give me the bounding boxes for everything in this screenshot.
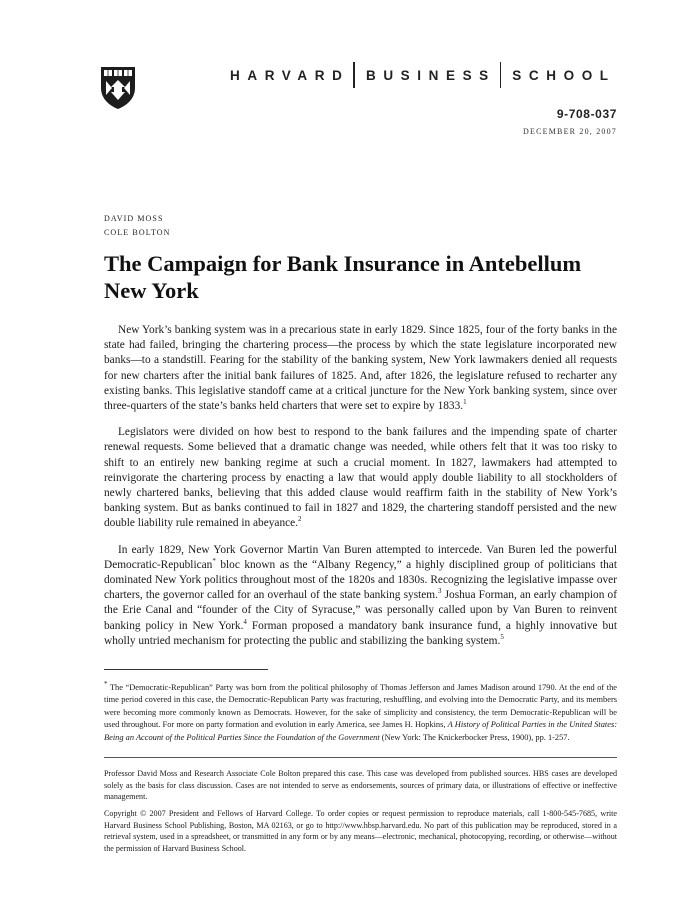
footnote-mark: * bbox=[104, 680, 108, 689]
masthead-word-harvard: HARVARD bbox=[230, 67, 350, 83]
masthead-divider bbox=[353, 62, 355, 88]
footnote-marker: * bbox=[212, 557, 216, 566]
legal-divider bbox=[104, 757, 617, 758]
author-name: DAVID MOSS bbox=[104, 214, 164, 223]
body-paragraph: In early 1829, New York Governor Martin Van Buren attempted to intercede. Van Buren led the powerful Democratic-Republican* bloc known as the “Albany Regency,” a highly disciplined group of politicians that dominated New York politics throughout most of the 1820s and 1830s. Recognizing the legislative impasse over charters, the governor called for an overhaul of the state banking system.$^3$ Joshua Forman, an early champion of the Erie Canal and “founder of the City of Syracuse,” was personally called upon by Van Buren to reinvent banking policy in New York.$^4$ Forman proposed a mandatory bank insurance fund, a highly innovative but wholly untried mechanism for protecting the public and stabilizing the banking system.$^5$ bbox=[104, 543, 617, 647]
endnote-marker: 4 bbox=[243, 617, 247, 626]
masthead-divider bbox=[500, 62, 502, 88]
copyright-notice: Copyright © 2007 President and Fellows of Harvard College. To order copies or request permission to reproduce materials, call 1-800-545-7685, write Harvard Business School Publishing, Boston, MA 02163, or go to http://www.hbsp.harvard.edu. No part of this publication may be reproduced, stored in a retrieval system, used in a spreadsheet, or transmitted in any form or by any means—electronic, mechanical, photocopying, recording, or otherwise—without the permission of Harvard Business School. bbox=[104, 809, 617, 853]
harvard-shield-logo-icon bbox=[100, 66, 136, 110]
body-paragraph: New York’s banking system was in a precarious state in early 1829. Since 1825, four of the forty banks in the state had failed, bringing the chartering process—the process by which the state legislature incorporated new banks—to a standstill. Fearing for the stability of the banking system, New York lawmakers denied all requests for new charters after the initial bank failures of 1825. And, after 1826, the legislature refused to recharter any existing banks. This legislative standoff came at a critical juncture for the New York banking system, since over three-quarters of the state’s banks held charters that were set to expire by 1833.$^1$ bbox=[104, 324, 617, 413]
cited-book-title: A History of Political Parties in the United States: Being an Account of the Political Parties Since the Foundation of the Government bbox=[104, 720, 617, 742]
masthead-word-school: SCHOOL bbox=[512, 67, 616, 83]
author-list bbox=[104, 212, 171, 240]
footnote-divider bbox=[104, 669, 268, 670]
case-title: The Campaign for Bank Insurance in Antebellum New York bbox=[104, 251, 582, 303]
case-body bbox=[104, 323, 617, 660]
endnote-marker: 3 bbox=[437, 587, 442, 596]
endnote-marker: 1 bbox=[463, 398, 467, 407]
footnote: * The “Democratic-Republican” Party was born from the political philosophy of Thomas Jefferson and James Madison around 1790. At the end of the time period covered in this case, the Democratic-Republican Party was fracturing, reshuffling, and evolving into the Democratic Party, and its members were becoming more commonly known as Democrats. However, for the sake of simplicity and consistency, the term Democratic-Republican will be used throughout. For more on party formation and evolution in early America, see James H. Hopkins, A History of Political Parties in the United States: Being an Account of the Political Parties Since the Foundation of the Government (New York: The Knickerbocker Press, 1900), pp. 1-257. bbox=[104, 680, 617, 742]
case-number: 9-708-037 bbox=[556, 107, 617, 121]
author-name: COLE BOLTON bbox=[104, 228, 171, 237]
body-paragraph: Legislators were divided on how best to respond to the bank failures and the impending spate of charter renewal requests. Some believed that a dramatic change was needed, while others felt that it was too risky to shift to an entirely new banking regime at such a crucial moment. In 1827, lawmakers had attempted to reinvigorate the chartering process by enacting a law that would apply double liability to all stockholders of newly chartered banks, believing that this added clause would reaffirm faith in the stability of New York’s banking system. But as banks continued to fail in 1827 and 1829, the chartering standoff persisted and the new double liability rule remained in abeyance.$^2$ bbox=[104, 426, 617, 530]
endnote-marker: 2 bbox=[298, 515, 302, 524]
case-date: DECEMBER 20, 2007 bbox=[523, 127, 617, 136]
endnote-marker: 5 bbox=[500, 633, 504, 642]
preparation-notice: Professor David Moss and Research Associate Cole Bolton prepared this case. This case was developed from published sources. HBS cases are developed solely as the basis for class discussion. Cases are not intended to serve as endorsements, sources of primary data, or illustrations of effective or ineffective management. bbox=[104, 769, 617, 801]
harvard-business-school-masthead bbox=[230, 62, 620, 88]
masthead-word-business: BUSINESS bbox=[365, 67, 496, 83]
